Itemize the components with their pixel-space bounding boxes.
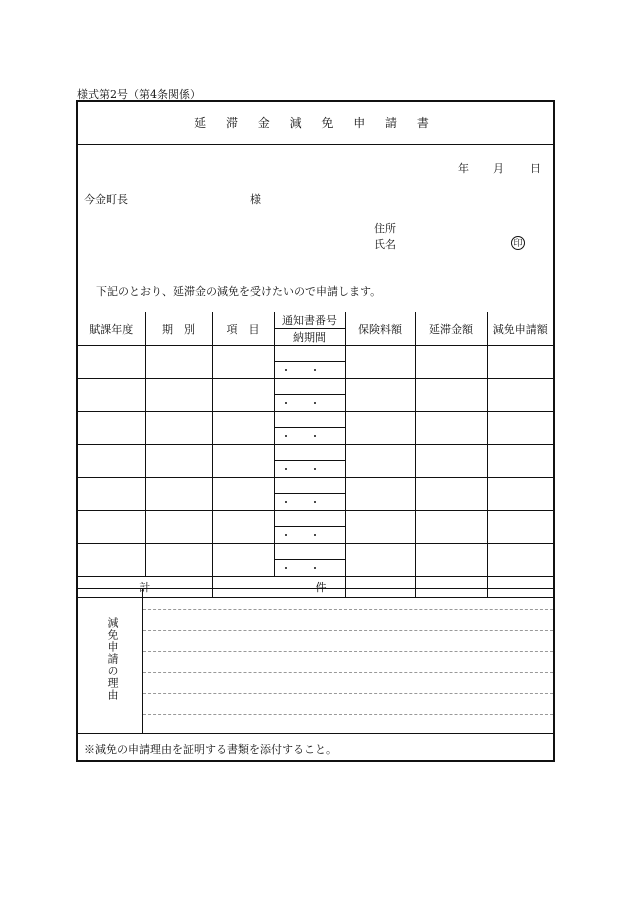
header-period: 期 別	[145, 312, 212, 346]
cell-late-fee[interactable]	[415, 346, 487, 379]
reason-section	[78, 588, 553, 734]
addressee-name: 今金町長	[84, 193, 128, 206]
cell-premium[interactable]	[345, 379, 415, 412]
writing-line	[143, 693, 553, 694]
reason-input-area[interactable]	[143, 589, 553, 733]
cell-year[interactable]	[78, 379, 145, 412]
cell-reduction[interactable]	[487, 412, 553, 445]
header-year: 賦課年度	[78, 312, 145, 346]
cell-item[interactable]	[212, 544, 274, 577]
name-label: 氏名	[374, 238, 396, 251]
cell-item[interactable]	[212, 346, 274, 379]
cell-notice-number[interactable]	[274, 544, 345, 560]
cell-year[interactable]	[78, 478, 145, 511]
cell-premium[interactable]	[345, 346, 415, 379]
intro-statement: 下記のとおり、延滞金の減免を受けたいので申請します。	[96, 285, 382, 298]
cell-period[interactable]	[145, 445, 212, 478]
cell-year[interactable]	[78, 445, 145, 478]
cell-due-date[interactable]: ・・	[274, 560, 345, 577]
cell-period[interactable]	[145, 379, 212, 412]
cell-reduction[interactable]	[487, 544, 553, 577]
cell-item[interactable]	[212, 412, 274, 445]
header-reduction: 減免申請額	[487, 312, 553, 346]
cell-premium[interactable]	[345, 544, 415, 577]
form-title: 延 滞 金 減 免 申 請 書	[78, 102, 553, 145]
header-late-fee: 延滞金額	[415, 312, 487, 346]
seal-mark: 印	[511, 236, 525, 250]
cell-reduction[interactable]	[487, 346, 553, 379]
cell-late-fee[interactable]	[415, 379, 487, 412]
writing-line	[143, 630, 553, 631]
cell-notice-number[interactable]	[274, 379, 345, 395]
total-count-label: 件	[212, 577, 345, 598]
cell-period[interactable]	[145, 478, 212, 511]
cell-reduction[interactable]	[487, 445, 553, 478]
application-table	[78, 312, 553, 598]
cell-notice-number[interactable]	[274, 346, 345, 362]
cell-late-fee[interactable]	[415, 511, 487, 544]
cell-period[interactable]	[145, 511, 212, 544]
cell-premium[interactable]	[345, 478, 415, 511]
cell-late-fee[interactable]	[415, 412, 487, 445]
cell-item[interactable]	[212, 379, 274, 412]
cell-reduction[interactable]	[487, 478, 553, 511]
cell-notice-number[interactable]	[274, 412, 345, 428]
cell-due-date[interactable]: ・・	[274, 461, 345, 478]
cell-year[interactable]	[78, 346, 145, 379]
cell-period[interactable]	[145, 412, 212, 445]
attachment-note: ※減免の申請理由を証明する書類を添付すること。	[84, 743, 337, 756]
date-year-label: 年	[458, 162, 469, 175]
cell-period[interactable]	[145, 346, 212, 379]
cell-premium[interactable]	[345, 511, 415, 544]
cell-due-date[interactable]: ・・	[274, 395, 345, 412]
application-form	[76, 100, 555, 762]
writing-line	[143, 651, 553, 652]
cell-due-date[interactable]: ・・	[274, 527, 345, 544]
cell-due-date[interactable]: ・・	[274, 362, 345, 379]
cell-item[interactable]	[212, 445, 274, 478]
writing-line	[143, 609, 553, 610]
cell-late-fee[interactable]	[415, 445, 487, 478]
cell-premium[interactable]	[345, 412, 415, 445]
cell-period[interactable]	[145, 544, 212, 577]
cell-premium[interactable]	[345, 445, 415, 478]
cell-late-fee[interactable]	[415, 478, 487, 511]
header-notice-number: 通知書番号	[274, 312, 345, 329]
cell-notice-number[interactable]	[274, 445, 345, 461]
cell-year[interactable]	[78, 511, 145, 544]
header-premium: 保険料額	[345, 312, 415, 346]
date-month-label: 月	[493, 162, 504, 175]
address-label: 住所	[374, 222, 396, 235]
cell-item[interactable]	[212, 478, 274, 511]
cell-reduction[interactable]	[487, 511, 553, 544]
cell-notice-number[interactable]	[274, 478, 345, 494]
total-label: 計	[78, 577, 212, 598]
cell-year[interactable]	[78, 412, 145, 445]
cell-due-date[interactable]: ・・	[274, 494, 345, 511]
cell-reduction[interactable]	[487, 379, 553, 412]
header-due-period: 納期間	[274, 329, 345, 346]
addressee-honorific: 様	[250, 193, 261, 206]
cell-late-fee[interactable]	[415, 544, 487, 577]
cell-item[interactable]	[212, 511, 274, 544]
cell-notice-number[interactable]	[274, 511, 345, 527]
form-number-label: 様式第2号（第4条関係）	[77, 88, 201, 101]
header-item: 項 目	[212, 312, 274, 346]
writing-line	[143, 672, 553, 673]
cell-year[interactable]	[78, 544, 145, 577]
reason-label-cell	[78, 589, 143, 733]
cell-due-date[interactable]: ・・	[274, 428, 345, 445]
date-day-label: 日	[530, 162, 541, 175]
reason-label: 減免申請の理由	[106, 617, 119, 701]
writing-line	[143, 714, 553, 715]
